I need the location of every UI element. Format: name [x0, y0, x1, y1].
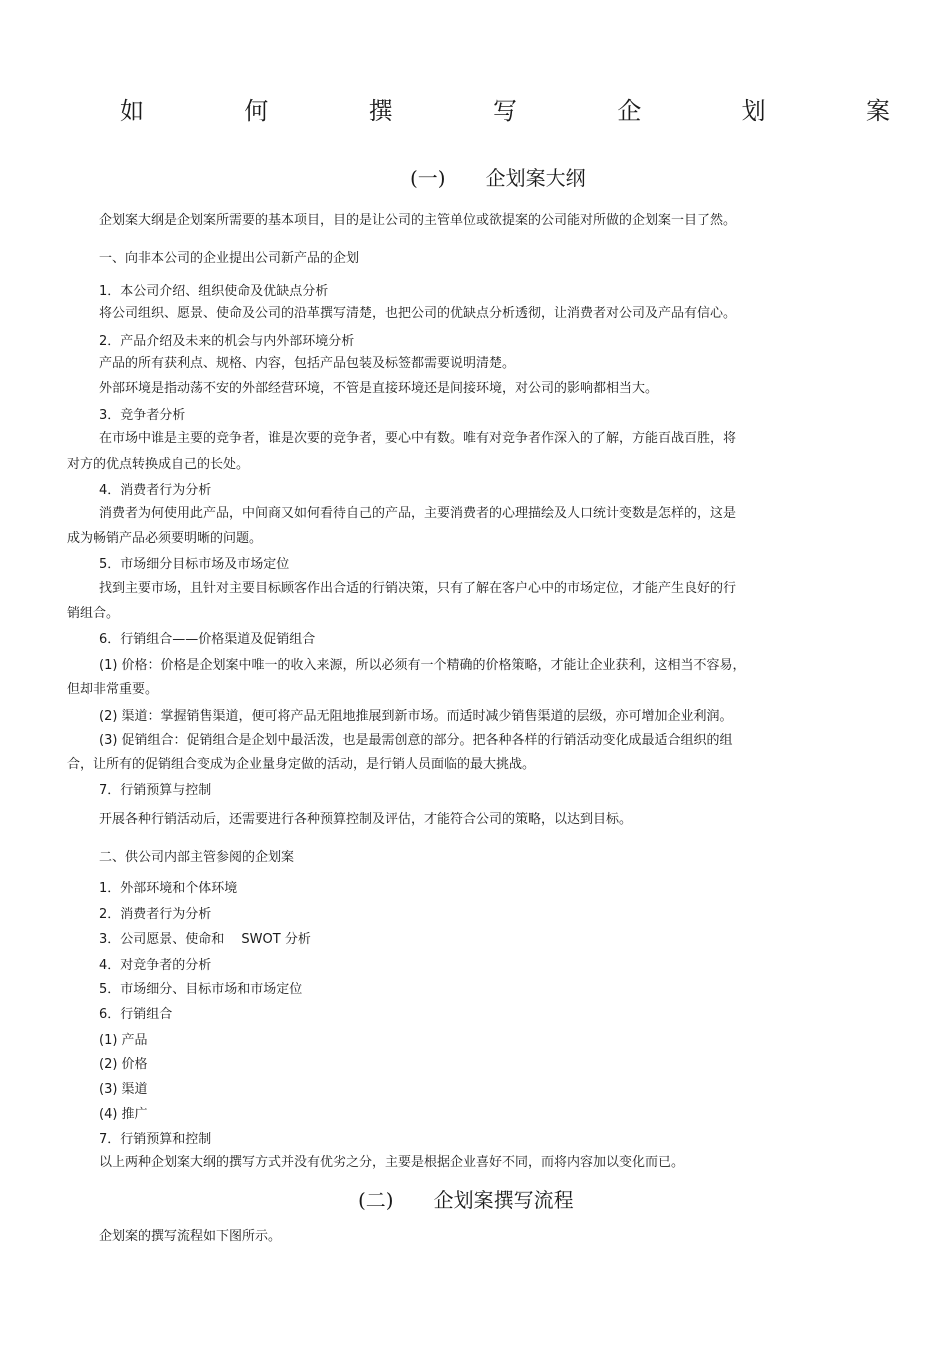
item3-text: 在市场中谁是主要的竞争者，谁是次要的竞争者，要心中有数。唯有对竞争者作深入的了解，方能百战百胜，将 — [99, 431, 737, 446]
part2-heading: 二、供公司内部主管参阅的企划案 — [99, 850, 295, 865]
item2-title: 2．产品介绍及未来的机会与内外部环境分析 — [99, 334, 355, 349]
item7-title: 7．行销预算与控制 — [99, 783, 212, 798]
item6-sub1: (1) 价格：价格是企划案中唯一的收入来源，所以必须有一个精确的价格策略，才能让企业获利，这相当不容易， — [99, 658, 746, 673]
item6-sub1: 但却非常重要。 — [67, 682, 159, 697]
list-item: 1．外部环境和个体环境 — [99, 881, 238, 896]
item6-sub3: (3) 促销组合：促销组合是企划中最活泼，也是最需创意的部分。把各种各样的行销活动变化成最适合组织的组 — [99, 733, 733, 748]
section2-heading — [358, 1188, 574, 1212]
item4-title: 4．消费者行为分析 — [99, 483, 212, 498]
section1-number: (一) — [410, 166, 446, 190]
item3-title: 3．竞争者分析 — [99, 408, 186, 423]
item7-text: 开展各种行销活动后，还需要进行各种预算控制及评估，才能符合公司的策略，以达到目标。 — [99, 812, 633, 827]
section1-heading — [410, 166, 586, 190]
item6-sub3: 合，让所有的促销组合变成为企业量身定做的活动，是行销人员面临的最大挑战。 — [67, 757, 536, 772]
list-item: 3．公司愿景、使命和 SWOT 分析 — [99, 932, 311, 947]
item6-title: 6．行销组合——价格渠道及促销组合 — [99, 632, 316, 647]
part1-heading: 一、向非本公司的企业提出公司新产品的企划 — [99, 251, 360, 266]
list-item: (4) 推广 — [99, 1107, 148, 1122]
section2-title: 企划案撰写流程 — [433, 1188, 574, 1212]
title-char: 企 — [617, 97, 642, 125]
item4-text: 成为畅销产品必须要明晰的问题。 — [67, 531, 263, 546]
item6-sub2: (2) 渠道：掌握销售渠道，便可将产品无阻地推展到新市场。而适时减少销售渠道的层级，亦可增加企业利润。 — [99, 709, 733, 724]
list-item: 5．市场细分、目标市场和市场定位 — [99, 982, 303, 997]
list-item: 4．对竞争者的分析 — [99, 958, 212, 973]
item4-text: 消费者为何使用此产品，中间商又如何看待自己的产品，主要消费者的心理描绘及人口统计变数是怎样的，这是 — [99, 506, 737, 521]
section2-intro: 企划案的撰写流程如下图所示。 — [99, 1229, 282, 1244]
section2-number: (二) — [358, 1188, 394, 1212]
conclusion-paragraph: 以上两种企划案大纲的撰写方式并没有优劣之分，主要是根据企业喜好不同，而将内容加以变化而已。 — [99, 1155, 685, 1170]
item1-text: 将公司组织、愿景、使命及公司的沿革撰写清楚，也把公司的优缺点分析透彻，让消费者对公司及产品有信心。 — [99, 306, 737, 321]
list-item: (2) 价格 — [99, 1057, 148, 1072]
title-char: 如 — [120, 97, 144, 125]
list-item: (3) 渠道 — [99, 1082, 148, 1097]
title-char: 何 — [244, 97, 269, 125]
item1-title: 1．本公司介绍、组织使命及优缺点分析 — [99, 284, 329, 299]
item5-title: 5．市场细分目标市场及市场定位 — [99, 557, 290, 572]
title-char: 写 — [492, 97, 517, 125]
list-item: 7．行销预算和控制 — [99, 1132, 212, 1147]
intro-paragraph: 企划案大纲是企划案所需要的基本项目，目的是让公司的主管单位或欲提案的公司能对所做的企划案一目了然。 — [99, 213, 737, 228]
document-title — [120, 96, 890, 126]
item5-text: 找到主要市场，且针对主要目标顾客作出合适的行销决策，只有了解在客户心中的市场定位，才能产生良好的行 — [99, 581, 737, 596]
item2-text: 外部环境是指动荡不安的外部经营环境，不管是直接环境还是间接环境，对公司的影响都相当大。 — [99, 381, 659, 396]
list-item: (1) 产品 — [99, 1033, 148, 1048]
item3-text: 对方的优点转换成自己的长处。 — [67, 457, 250, 472]
item2-text: 产品的所有获利点、规格、内容，包括产品包装及标签都需要说明清楚。 — [99, 356, 516, 371]
item5-text: 销组合。 — [67, 606, 120, 621]
list-item: 6．行销组合 — [99, 1007, 173, 1022]
section1-title: 企划案大纲 — [485, 166, 586, 190]
title-char: 案 — [865, 97, 890, 125]
list-item: 2．消费者行为分析 — [99, 907, 212, 922]
title-char: 撰 — [368, 97, 393, 125]
title-char: 划 — [741, 97, 766, 125]
